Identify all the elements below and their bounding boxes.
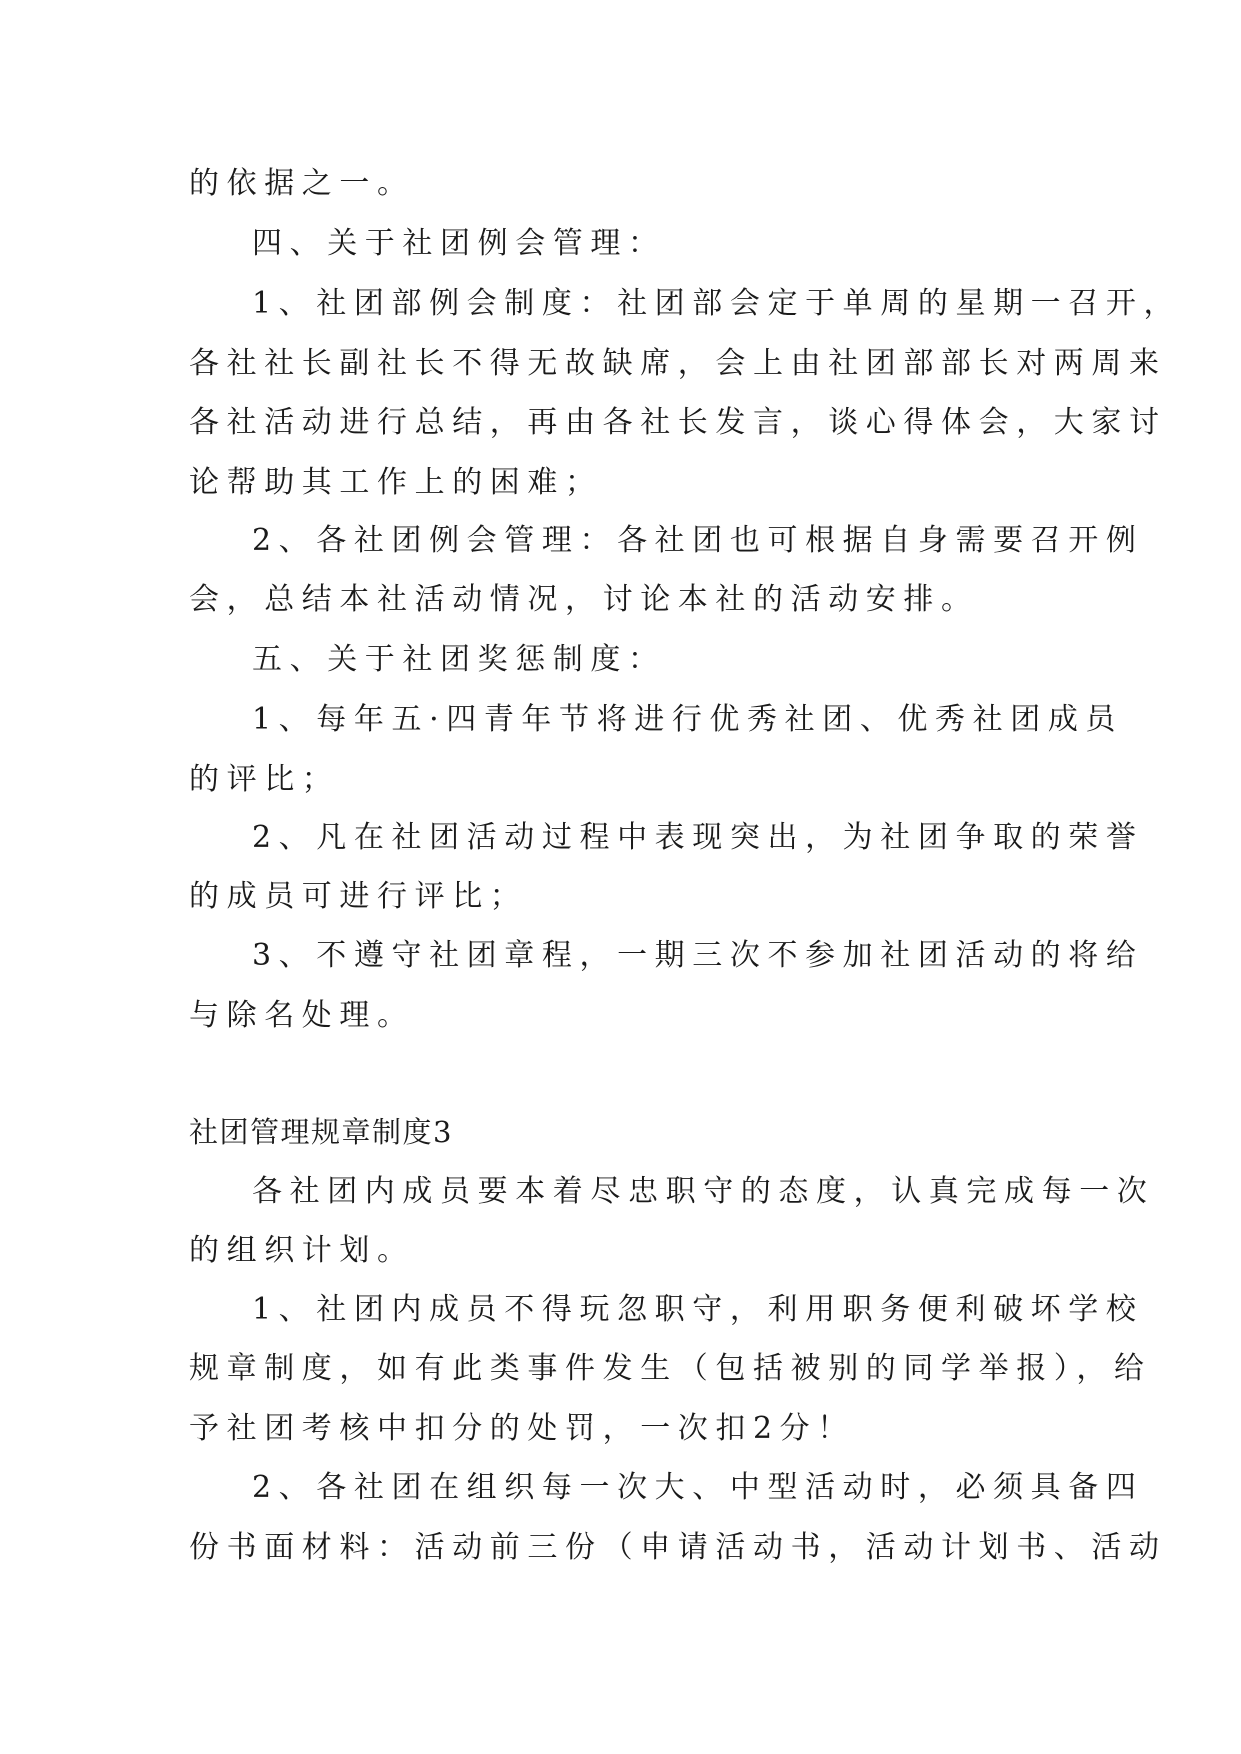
text-line: 会，总结本社活动情况，讨论本社的活动安排。 (189, 582, 979, 617)
text-line: 1、社团部例会制度：社团部会定于单周的星期一召开， (252, 286, 1182, 321)
text-line: 予社团考核中扣分的处罚，一次扣2分！ (189, 1411, 855, 1446)
text-line: 2、各社团在组织每一次大、中型活动时，必须具备四 (252, 1470, 1144, 1505)
text-line: 的依据之一。 (189, 166, 415, 201)
text-line: 的组织计划。 (189, 1233, 415, 1268)
text-line: 3、不遵守社团章程，一期三次不参加社团活动的将给 (252, 938, 1144, 973)
text-line: 各社社长副社长不得无故缺席，会上由社团部部长对两周来 (189, 346, 1167, 381)
text-line: 份书面材料：活动前三份（申请活动书，活动计划书、活动 (189, 1530, 1167, 1565)
text-line: 各社团内成员要本着尽忠职守的态度，认真完成每一次 (252, 1174, 1155, 1209)
text-line: 与除名处理。 (189, 998, 415, 1033)
text-line: 2、凡在社团活动过程中表现突出，为社团争取的荣誉 (252, 820, 1144, 855)
text-line: 的评比； (189, 762, 340, 797)
document-title: 社团管理规章制度3 (189, 1115, 453, 1149)
text-line: 各社活动进行总结，再由各社长发言，谈心得体会，大家讨 (189, 405, 1167, 440)
text-line: 论帮助其工作上的困难； (189, 465, 603, 500)
section-heading: 五、关于社团奖惩制度： (252, 642, 666, 677)
text-line: 的成员可进行评比； (189, 879, 528, 914)
section-heading: 四、关于社团例会管理： (252, 226, 666, 261)
text-line: 1、社团内成员不得玩忽职守，利用职务便利破坏学校 (252, 1292, 1144, 1327)
text-line: 1、每年五·四青年节将进行优秀社团、优秀社团成员 (252, 702, 1124, 737)
text-line: 2、各社团例会管理：各社团也可根据自身需要召开例 (252, 523, 1144, 558)
text-line: 规章制度，如有此类事件发生（包括被别的同学举报），给 (189, 1351, 1152, 1386)
